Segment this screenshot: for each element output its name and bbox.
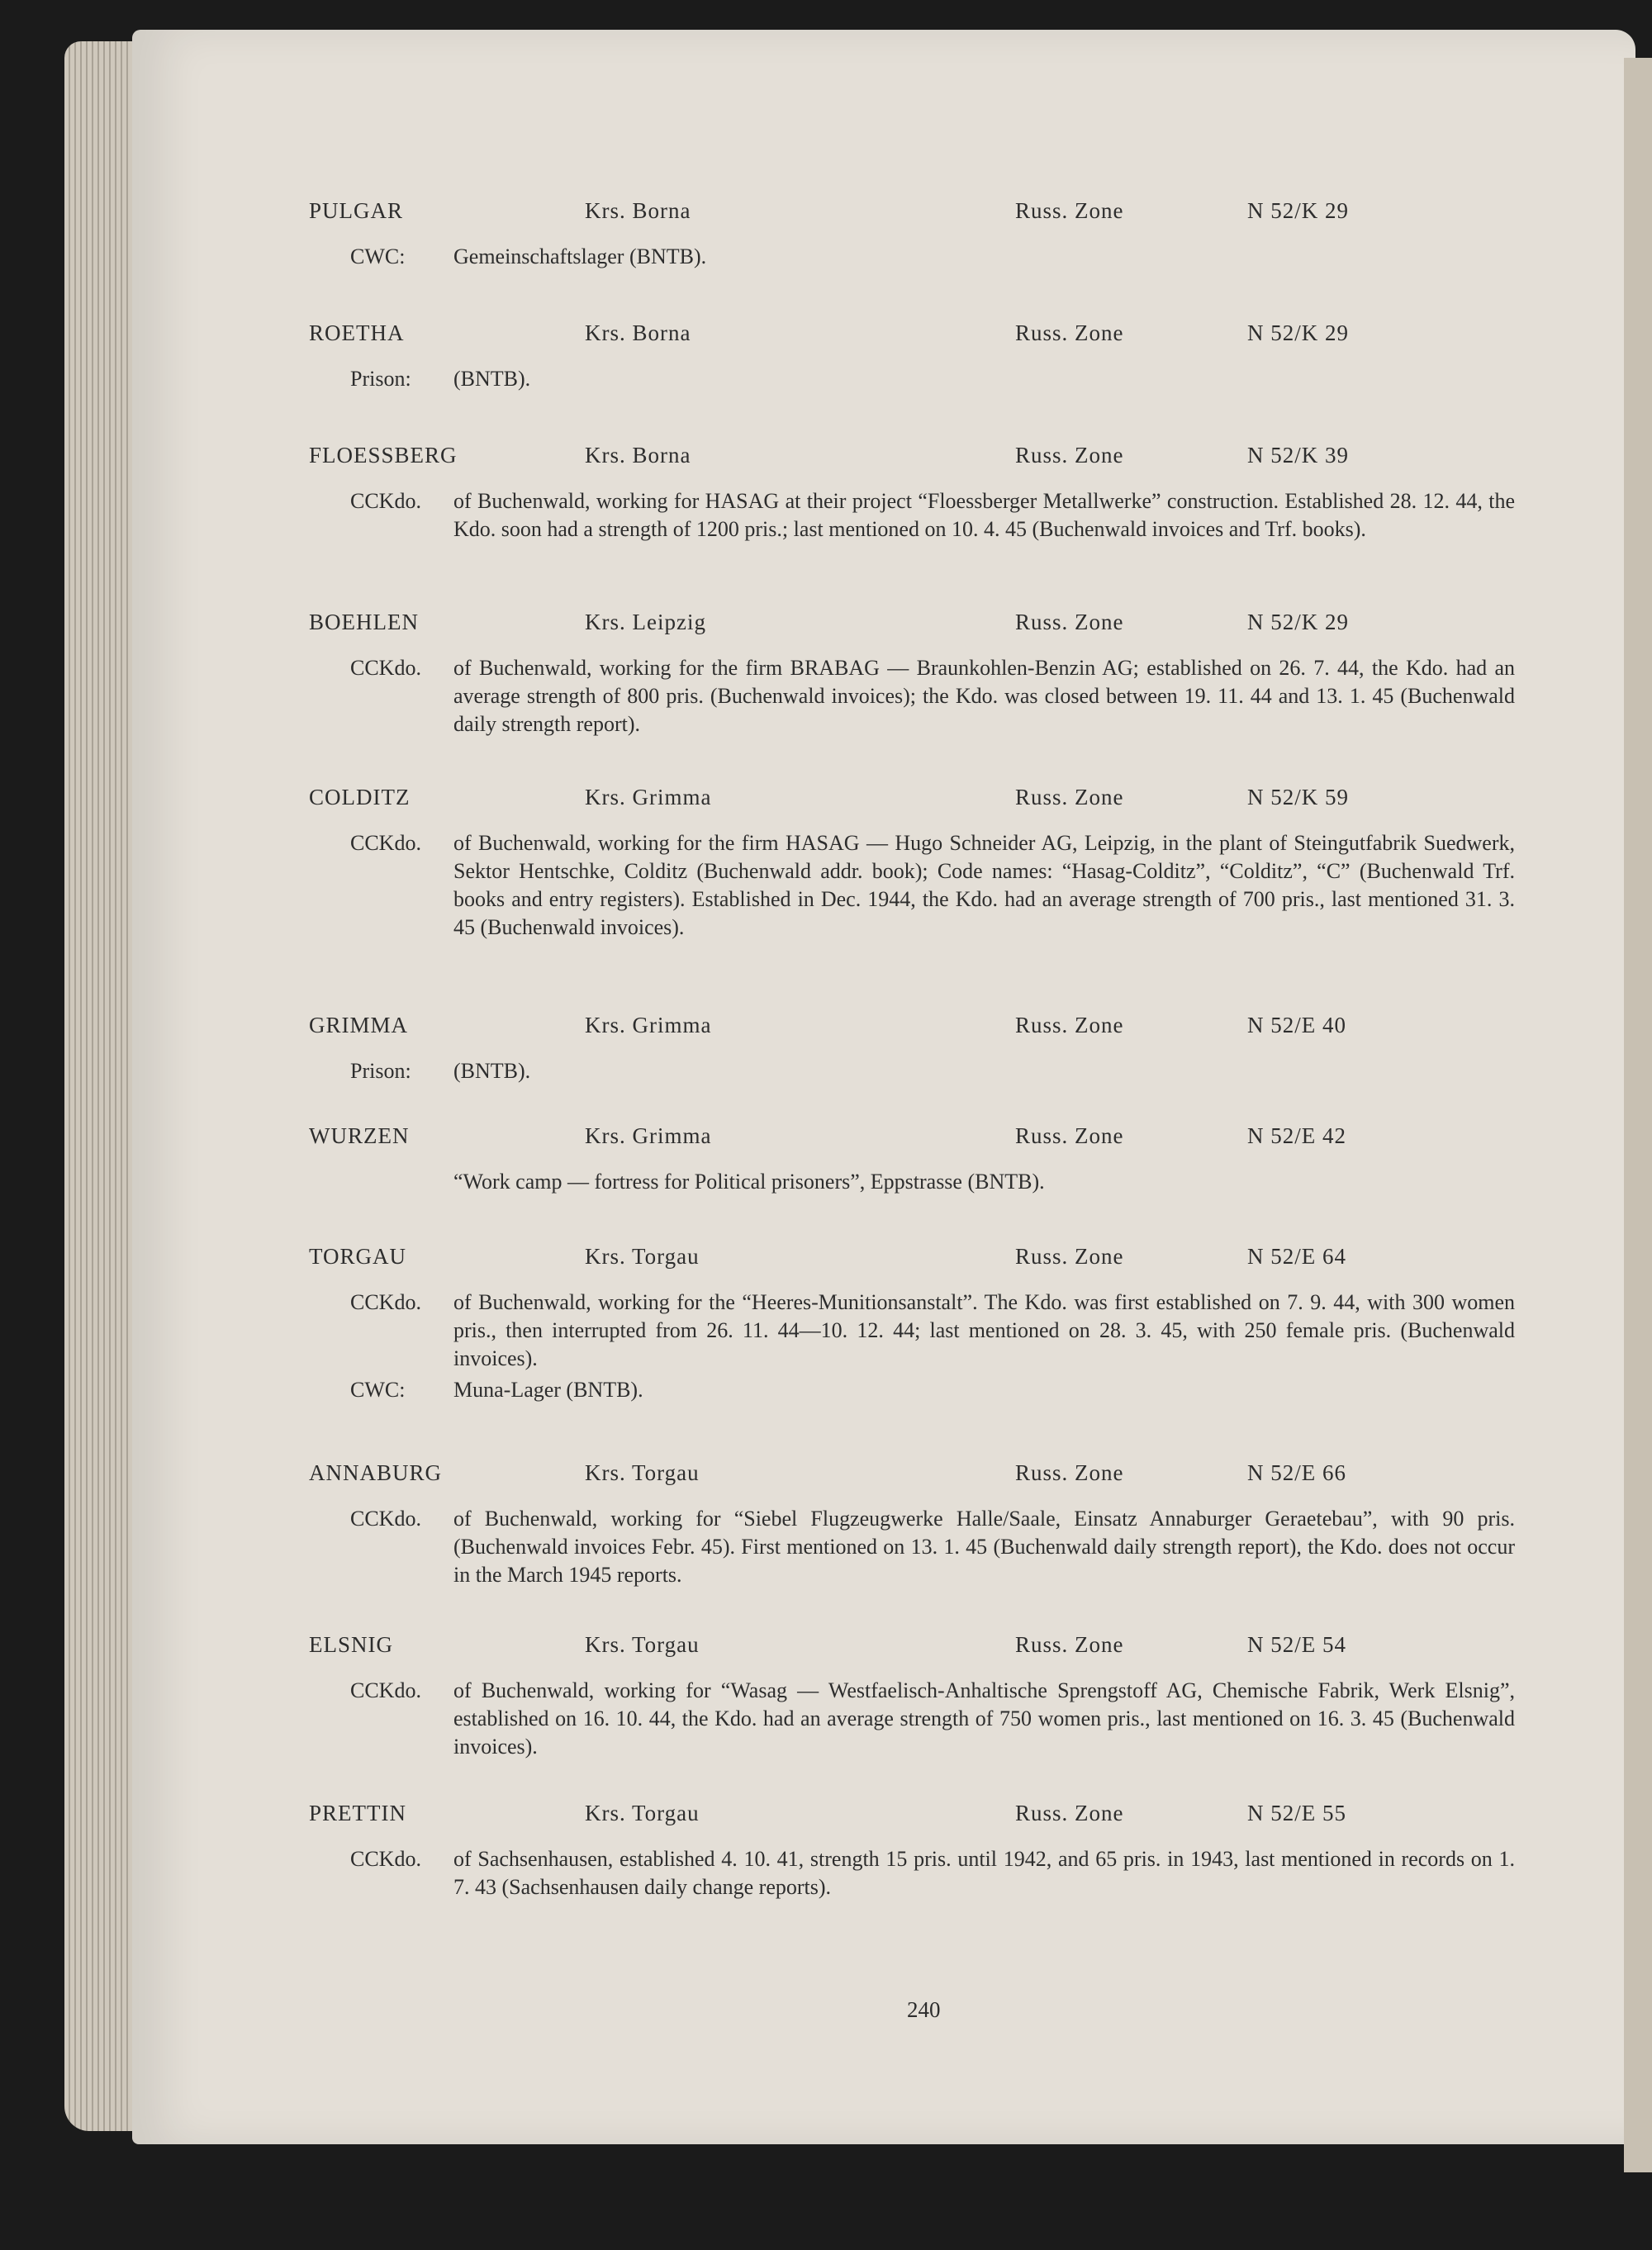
entry bbox=[309, 1244, 1515, 1407]
entry-label: CCKdo. bbox=[350, 489, 421, 513]
entry bbox=[309, 1632, 1515, 1764]
entry-text: of Buchenwald, working for the “Heeres-Munitionsanstalt”. The Kdo. was first established on 7. 9. 44, with 300 women pris., then interrupted from 26. 11. 44—10. 12. 44; last mentioned on 28. 3. 45, with 250 female pris. (Buchenwald invoices). bbox=[453, 1290, 1515, 1370]
entry-text: Muna-Lager (BNTB). bbox=[453, 1378, 643, 1402]
entry-body bbox=[309, 243, 1515, 271]
district-name: Krs. Borna bbox=[585, 320, 691, 345]
entry-line bbox=[309, 487, 1515, 544]
map-grid-reference: N 52/K 39 bbox=[1247, 443, 1349, 468]
zone-name: Russ. Zone bbox=[1015, 610, 1124, 634]
zone-name: Russ. Zone bbox=[1015, 198, 1124, 223]
entry bbox=[309, 443, 1515, 547]
district-name: Krs. Borna bbox=[585, 443, 691, 468]
entry-line bbox=[309, 1505, 1515, 1589]
entry-label: CCKdo. bbox=[350, 1678, 421, 1702]
zone-name: Russ. Zone bbox=[1015, 1013, 1124, 1037]
entry-header bbox=[309, 198, 1515, 235]
entry-text: (BNTB). bbox=[453, 1059, 531, 1083]
entry-header bbox=[309, 1801, 1515, 1837]
entry-header bbox=[309, 610, 1515, 646]
entry bbox=[309, 320, 1515, 396]
entry-body bbox=[309, 365, 1515, 393]
entry-label: CCKdo. bbox=[350, 1507, 421, 1531]
entry-header bbox=[309, 320, 1515, 357]
map-grid-reference: N 52/E 54 bbox=[1247, 1632, 1346, 1657]
entry-header bbox=[309, 1632, 1515, 1669]
entry-label: Prison: bbox=[350, 367, 411, 391]
district-name: Krs. Torgau bbox=[585, 1244, 700, 1269]
map-grid-reference: N 52/E 64 bbox=[1247, 1244, 1346, 1269]
district-name: Krs. Torgau bbox=[585, 1632, 700, 1657]
entry-text: of Buchenwald, working for HASAG at their project “Floessberger Metallwerke” construction. Established 28. 12. 44, the Kdo. soon had a strength of 1200 pris.; last mentioned on 10. 4. 45 (Buchenwald invoices and Trf. books). bbox=[453, 489, 1515, 541]
zone-name: Russ. Zone bbox=[1015, 785, 1124, 809]
entry-label: CCKdo. bbox=[350, 1847, 421, 1871]
map-grid-reference: N 52/K 59 bbox=[1247, 785, 1349, 809]
entry-body bbox=[309, 1677, 1515, 1761]
zone-name: Russ. Zone bbox=[1015, 1244, 1124, 1269]
entry-line bbox=[309, 1376, 1515, 1404]
entry-line bbox=[309, 1289, 1515, 1373]
entry bbox=[309, 1460, 1515, 1593]
entry-header bbox=[309, 1460, 1515, 1497]
place-name: BOEHLEN bbox=[309, 610, 419, 634]
entry-line bbox=[309, 829, 1515, 942]
place-name: COLDITZ bbox=[309, 785, 411, 809]
district-name: Krs. Grimma bbox=[585, 1013, 712, 1037]
map-grid-reference: N 52/K 29 bbox=[1247, 610, 1349, 634]
place-name: PRETTIN bbox=[309, 1801, 406, 1825]
entry-text: Gemeinschaftslager (BNTB). bbox=[453, 244, 707, 268]
place-name: ANNABURG bbox=[309, 1460, 443, 1485]
entry-line bbox=[309, 654, 1515, 738]
entry-line bbox=[309, 243, 1515, 271]
entry-text: of Sachsenhausen, established 4. 10. 41, strength 15 pris. until 1942, and 65 pris. in 1943, last mentioned in records on 1. 7. 43 (Sachsenhausen daily change reports). bbox=[453, 1847, 1515, 1899]
entry-text: of Buchenwald, working for “Siebel Flugzeugwerke Halle/Saale, Einsatz Annaburger Geraetebau”, with 90 pris. (Buchenwald invoices Febr. 45). First mentioned on 13. 1. 45 (Buchenwald daily strength report), the Kdo. does not occur in the March 1945 reports. bbox=[453, 1507, 1515, 1587]
entry-text: (BNTB). bbox=[453, 367, 531, 391]
district-name: Krs. Torgau bbox=[585, 1801, 700, 1825]
entry bbox=[309, 1123, 1515, 1199]
book-gutter bbox=[1624, 58, 1652, 2172]
entry-line bbox=[309, 1057, 1515, 1085]
map-grid-reference: N 52/E 42 bbox=[1247, 1123, 1346, 1148]
place-name: ELSNIG bbox=[309, 1632, 393, 1657]
entry bbox=[309, 1801, 1515, 1905]
entry-body bbox=[309, 654, 1515, 738]
map-grid-reference: N 52/E 55 bbox=[1247, 1801, 1346, 1825]
entry-text: of Buchenwald, working for the firm HASAG — Hugo Schneider AG, Leipzig, in the plant of Steingutfabrik Suedwerk, Sektor Hentschke, Colditz (Buchenwald addr. book); Code names: “Hasag-Colditz”, “Colditz”, “C” (Buchenwald Trf. books and entry registers). Established in Dec. 1944, the Kdo. had an average strength of 700 pris., last mentioned 31. 3. 45 (Buchenwald invoices). bbox=[453, 831, 1515, 939]
entry bbox=[309, 785, 1515, 945]
place-name: PULGAR bbox=[309, 198, 404, 223]
entry-body bbox=[309, 1845, 1515, 1901]
page-number: 240 bbox=[907, 1997, 941, 2022]
district-name: Krs. Borna bbox=[585, 198, 691, 223]
place-name: WURZEN bbox=[309, 1123, 410, 1148]
entry-body bbox=[309, 487, 1515, 544]
entry-body bbox=[309, 1057, 1515, 1085]
entry-label: CWC: bbox=[350, 1378, 406, 1402]
zone-name: Russ. Zone bbox=[1015, 1123, 1124, 1148]
entry-label: CWC: bbox=[350, 244, 406, 268]
map-grid-reference: N 52/E 40 bbox=[1247, 1013, 1346, 1037]
place-name: FLOESSBERG bbox=[309, 443, 458, 468]
zone-name: Russ. Zone bbox=[1015, 1632, 1124, 1657]
place-name: TORGAU bbox=[309, 1244, 407, 1269]
entry-body bbox=[309, 1289, 1515, 1404]
entry-label: CCKdo. bbox=[350, 831, 421, 855]
entry-body bbox=[309, 829, 1515, 942]
entry bbox=[309, 1013, 1515, 1089]
district-name: Krs. Leipzig bbox=[585, 610, 706, 634]
entry-header bbox=[309, 443, 1515, 479]
entry-header bbox=[309, 1244, 1515, 1280]
entry-label: CCKdo. bbox=[350, 1290, 421, 1314]
place-name: GRIMMA bbox=[309, 1013, 409, 1037]
entry-label: Prison: bbox=[350, 1059, 411, 1083]
entry-line bbox=[309, 1168, 1515, 1196]
entry-line bbox=[309, 1845, 1515, 1901]
entry-header bbox=[309, 1013, 1515, 1049]
entry-line bbox=[309, 365, 1515, 393]
district-name: Krs. Torgau bbox=[585, 1460, 700, 1485]
entry bbox=[309, 610, 1515, 742]
zone-name: Russ. Zone bbox=[1015, 320, 1124, 345]
entry-text: of Buchenwald, working for “Wasag — Westfaelisch-Anhaltische Sprengstoff AG, Chemische Fabrik, Werk Elsnig”, established on 16. 10. 44, the Kdo. had an average strength of 750 women pris., last mentioned on 16. 3. 45 (Buchenwald invoices). bbox=[453, 1678, 1515, 1759]
entry-header bbox=[309, 785, 1515, 821]
map-grid-reference: N 52/K 29 bbox=[1247, 320, 1349, 345]
zone-name: Russ. Zone bbox=[1015, 1801, 1124, 1825]
place-name: ROETHA bbox=[309, 320, 405, 345]
zone-name: Russ. Zone bbox=[1015, 1460, 1124, 1485]
entry-header bbox=[309, 1123, 1515, 1160]
district-name: Krs. Grimma bbox=[585, 1123, 712, 1148]
entry-text: “Work camp — fortress for Political prisoners”, Eppstrasse (BNTB). bbox=[453, 1170, 1045, 1194]
entry-line bbox=[309, 1677, 1515, 1761]
entry-text: of Buchenwald, working for the firm BRABAG — Braunkohlen-Benzin AG; established on 26. 7. 44, the Kdo. had an average strength of 800 pris. (Buchenwald invoices); the Kdo. was closed between 19. 11. 44 and 13. 1. 45 (Buchenwald daily strength report). bbox=[453, 656, 1515, 736]
entry bbox=[309, 198, 1515, 274]
map-grid-reference: N 52/K 29 bbox=[1247, 198, 1349, 223]
entry-body bbox=[309, 1168, 1515, 1196]
map-grid-reference: N 52/E 66 bbox=[1247, 1460, 1346, 1485]
entry-label: CCKdo. bbox=[350, 656, 421, 680]
entry-body bbox=[309, 1505, 1515, 1589]
district-name: Krs. Grimma bbox=[585, 785, 712, 809]
zone-name: Russ. Zone bbox=[1015, 443, 1124, 468]
